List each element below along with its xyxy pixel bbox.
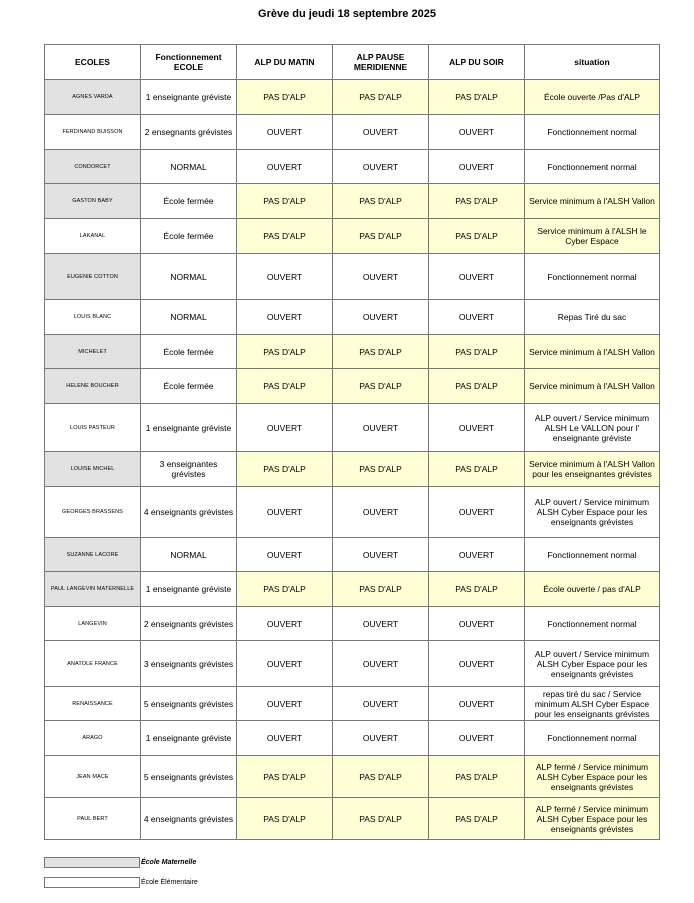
table-row — [45, 184, 660, 219]
fonctionnement-cell: NORMAL — [141, 538, 237, 572]
alp-matin-cell: PAS D'ALP — [237, 369, 333, 404]
table-row — [45, 687, 660, 721]
fonctionnement-cell: 1 enseignante gréviste — [141, 721, 237, 756]
school-name-cell: CONDORCET — [45, 150, 141, 184]
alp-pause-cell: OUVERT — [333, 607, 429, 641]
alp-soir-cell: PAS D'ALP — [429, 452, 525, 487]
alp-pause-cell: PAS D'ALP — [333, 335, 429, 369]
alp-matin-cell: OUVERT — [237, 538, 333, 572]
alp-matin-cell: PAS D'ALP — [237, 80, 333, 115]
table-row — [45, 115, 660, 150]
alp-soir-cell: OUVERT — [429, 607, 525, 641]
school-name-cell: ARAGO — [45, 721, 141, 756]
legend-elementaire-label: École Élémentaire — [141, 879, 198, 886]
fonctionnement-cell: 5 enseignants grévistes — [141, 756, 237, 798]
table-row — [45, 300, 660, 335]
fonctionnement-cell: NORMAL — [141, 300, 237, 335]
table-row — [45, 369, 660, 404]
school-name-cell: MICHELET — [45, 335, 141, 369]
fonctionnement-cell: 4 enseignants grévistes — [141, 798, 237, 840]
alp-pause-cell: PAS D'ALP — [333, 80, 429, 115]
situation-cell: Fonctionnement normal — [525, 607, 660, 641]
table-row — [45, 487, 660, 538]
alp-soir-cell: OUVERT — [429, 487, 525, 538]
alp-matin-cell: OUVERT — [237, 150, 333, 184]
alp-soir-cell: PAS D'ALP — [429, 572, 525, 607]
alp-soir-cell: OUVERT — [429, 150, 525, 184]
table-row — [45, 254, 660, 300]
alp-soir-cell: PAS D'ALP — [429, 335, 525, 369]
alp-soir-cell: OUVERT — [429, 641, 525, 687]
school-name-cell: EUGENIE COTTON — [45, 254, 141, 300]
header-row — [45, 45, 660, 80]
school-name-cell: FERDINAND BUISSON — [45, 115, 141, 150]
school-name-cell: GASTON BABY — [45, 184, 141, 219]
table-row — [45, 641, 660, 687]
table-row — [45, 538, 660, 572]
alp-soir-cell: OUVERT — [429, 404, 525, 452]
alp-matin-cell: OUVERT — [237, 300, 333, 335]
situation-cell: Repas Tiré du sac — [525, 300, 660, 335]
table-row — [45, 798, 660, 840]
alp-pause-cell: PAS D'ALP — [333, 219, 429, 254]
situation-cell: Fonctionnement normal — [525, 150, 660, 184]
page-title: Grève du jeudi 18 septembre 2025 — [258, 8, 436, 20]
situation-cell: Fonctionnement normal — [525, 254, 660, 300]
situation-cell: École ouverte / pas d'ALP — [525, 572, 660, 607]
school-name-cell: AGNES VARDA — [45, 80, 141, 115]
alp-matin-cell: PAS D'ALP — [237, 572, 333, 607]
table-row — [45, 756, 660, 798]
alp-pause-cell: OUVERT — [333, 404, 429, 452]
situation-cell: ALP fermé / Service minimum ALSH Cyber Espace pour les enseignants grévistes — [525, 798, 660, 840]
fonctionnement-cell: École fermée — [141, 184, 237, 219]
situation-cell: Service minimum à l'ALSH Vallon pour les enseignantes grévistes — [525, 452, 660, 487]
alp-matin-cell: PAS D'ALP — [237, 756, 333, 798]
school-name-cell: LAKANAL — [45, 219, 141, 254]
fonctionnement-cell: 2 enseignants grévistes — [141, 607, 237, 641]
legend-maternelle-label: École Maternelle — [141, 859, 197, 866]
alp-matin-cell: OUVERT — [237, 487, 333, 538]
alp-pause-cell: OUVERT — [333, 300, 429, 335]
situation-cell: Service minimum à l'ALSH Vallon — [525, 335, 660, 369]
alp-matin-cell: OUVERT — [237, 687, 333, 721]
fonctionnement-cell: 2 ensegnants grévistes — [141, 115, 237, 150]
alp-pause-cell: PAS D'ALP — [333, 572, 429, 607]
alp-pause-cell: OUVERT — [333, 641, 429, 687]
alp-matin-cell: PAS D'ALP — [237, 184, 333, 219]
alp-soir-cell: OUVERT — [429, 300, 525, 335]
situation-cell: ALP ouvert / Service minimum ALSH Le VALLON pour l' enseignante gréviste — [525, 404, 660, 452]
alp-soir-cell: OUVERT — [429, 687, 525, 721]
situation-cell: Service minimum à l'ALSH le Cyber Espace — [525, 219, 660, 254]
alp-soir-cell: PAS D'ALP — [429, 756, 525, 798]
alp-matin-cell: OUVERT — [237, 607, 333, 641]
alp-pause-cell: PAS D'ALP — [333, 369, 429, 404]
fonctionnement-cell: 5 enseignants grévistes — [141, 687, 237, 721]
alp-pause-cell: PAS D'ALP — [333, 452, 429, 487]
table-row — [45, 607, 660, 641]
table-row — [45, 80, 660, 115]
situation-cell: Service minimum à l'ALSH Vallon — [525, 184, 660, 219]
school-name-cell: HELENE BOUCHER — [45, 369, 141, 404]
alp-matin-cell: OUVERT — [237, 721, 333, 756]
table-row — [45, 572, 660, 607]
school-name-cell: SUZANNE LACORE — [45, 538, 141, 572]
school-name-cell: LOUIS BLANC — [45, 300, 141, 335]
alp-pause-cell: OUVERT — [333, 115, 429, 150]
table-body — [45, 80, 660, 840]
alp-matin-cell: PAS D'ALP — [237, 335, 333, 369]
school-name-cell: ANATOLE FRANCE — [45, 641, 141, 687]
situation-cell: Fonctionnement normal — [525, 721, 660, 756]
alp-matin-cell: PAS D'ALP — [237, 798, 333, 840]
alp-matin-cell: OUVERT — [237, 641, 333, 687]
fonctionnement-cell: 4 enseignants grévistes — [141, 487, 237, 538]
table-row — [45, 150, 660, 184]
school-name-cell: RENAISSANCE — [45, 687, 141, 721]
legend-elementaire — [44, 877, 198, 888]
alp-pause-cell: OUVERT — [333, 538, 429, 572]
situation-cell: repas tiré du sac / Service minimum ALSH Cyber Espace pour les enseignants grévistes — [525, 687, 660, 721]
alp-pause-cell: PAS D'ALP — [333, 756, 429, 798]
alp-pause-cell: OUVERT — [333, 254, 429, 300]
header-alp-matin: ALP DU MATIN — [237, 45, 333, 80]
situation-cell: ALP ouvert / Service minimum ALSH Cyber Espace pour les enseignants grévistes — [525, 641, 660, 687]
fonctionnement-cell: NORMAL — [141, 150, 237, 184]
school-name-cell: LOUIS PASTEUR — [45, 404, 141, 452]
alp-pause-cell: OUVERT — [333, 721, 429, 756]
fonctionnement-cell: NORMAL — [141, 254, 237, 300]
fonctionnement-cell: École fermée — [141, 335, 237, 369]
alp-matin-cell: OUVERT — [237, 115, 333, 150]
fonctionnement-cell: École fermée — [141, 219, 237, 254]
alp-soir-cell: PAS D'ALP — [429, 80, 525, 115]
alp-soir-cell: OUVERT — [429, 254, 525, 300]
situation-cell: ALP ouvert / Service minimum ALSH Cyber Espace pour les enseignants grévistes — [525, 487, 660, 538]
fonctionnement-cell: 1 enseignante gréviste — [141, 80, 237, 115]
legend-maternelle-swatch — [44, 857, 140, 868]
situation-cell: ALP fermé / Service minimum ALSH Cyber Espace pour les enseignants grévistes — [525, 756, 660, 798]
situation-cell: École ouverte /Pas d'ALP — [525, 80, 660, 115]
fonctionnement-cell: 3 enseignantes grévistes — [141, 452, 237, 487]
alp-soir-cell: PAS D'ALP — [429, 219, 525, 254]
situation-cell: Fonctionnement normal — [525, 538, 660, 572]
strike-status-table — [44, 44, 660, 840]
alp-matin-cell: PAS D'ALP — [237, 219, 333, 254]
alp-matin-cell: PAS D'ALP — [237, 452, 333, 487]
fonctionnement-cell: École fermée — [141, 369, 237, 404]
situation-cell: Service minimum à l'ALSH Vallon — [525, 369, 660, 404]
fonctionnement-cell: 1 enseignante gréviste — [141, 404, 237, 452]
fonctionnement-cell: 1 enseignante gréviste — [141, 572, 237, 607]
alp-soir-cell: PAS D'ALP — [429, 798, 525, 840]
alp-soir-cell: OUVERT — [429, 721, 525, 756]
table-row — [45, 219, 660, 254]
alp-pause-cell: OUVERT — [333, 487, 429, 538]
alp-matin-cell: OUVERT — [237, 404, 333, 452]
school-name-cell: PAUL BERT — [45, 798, 141, 840]
school-name-cell: PAUL LANGEVIN MATERNELLE — [45, 572, 141, 607]
alp-soir-cell: PAS D'ALP — [429, 184, 525, 219]
school-name-cell: LANGEVIN — [45, 607, 141, 641]
alp-soir-cell: PAS D'ALP — [429, 369, 525, 404]
header-ecoles: ECOLES — [45, 45, 141, 80]
school-name-cell: LOUISE MICHEL — [45, 452, 141, 487]
table-row — [45, 721, 660, 756]
table-row — [45, 335, 660, 369]
school-name-cell: JEAN MACE — [45, 756, 141, 798]
legend-elementaire-swatch — [44, 877, 140, 888]
situation-cell: Fonctionnement normal — [525, 115, 660, 150]
header-alp-soir: ALP DU SOIR — [429, 45, 525, 80]
alp-pause-cell: OUVERT — [333, 687, 429, 721]
alp-pause-cell: OUVERT — [333, 150, 429, 184]
table-row — [45, 404, 660, 452]
header-alp-pause: ALP PAUSE MERIDIENNE — [333, 45, 429, 80]
alp-soir-cell: OUVERT — [429, 115, 525, 150]
table-row — [45, 452, 660, 487]
legend-maternelle — [44, 857, 196, 868]
header-fonctionnement: Fonctionnement ECOLE — [141, 45, 237, 80]
header-situation: situation — [525, 45, 660, 80]
alp-pause-cell: PAS D'ALP — [333, 798, 429, 840]
fonctionnement-cell: 3 enseignants grévistes — [141, 641, 237, 687]
school-name-cell: GEORGES BRASSENS — [45, 487, 141, 538]
alp-pause-cell: PAS D'ALP — [333, 184, 429, 219]
alp-matin-cell: OUVERT — [237, 254, 333, 300]
alp-soir-cell: OUVERT — [429, 538, 525, 572]
